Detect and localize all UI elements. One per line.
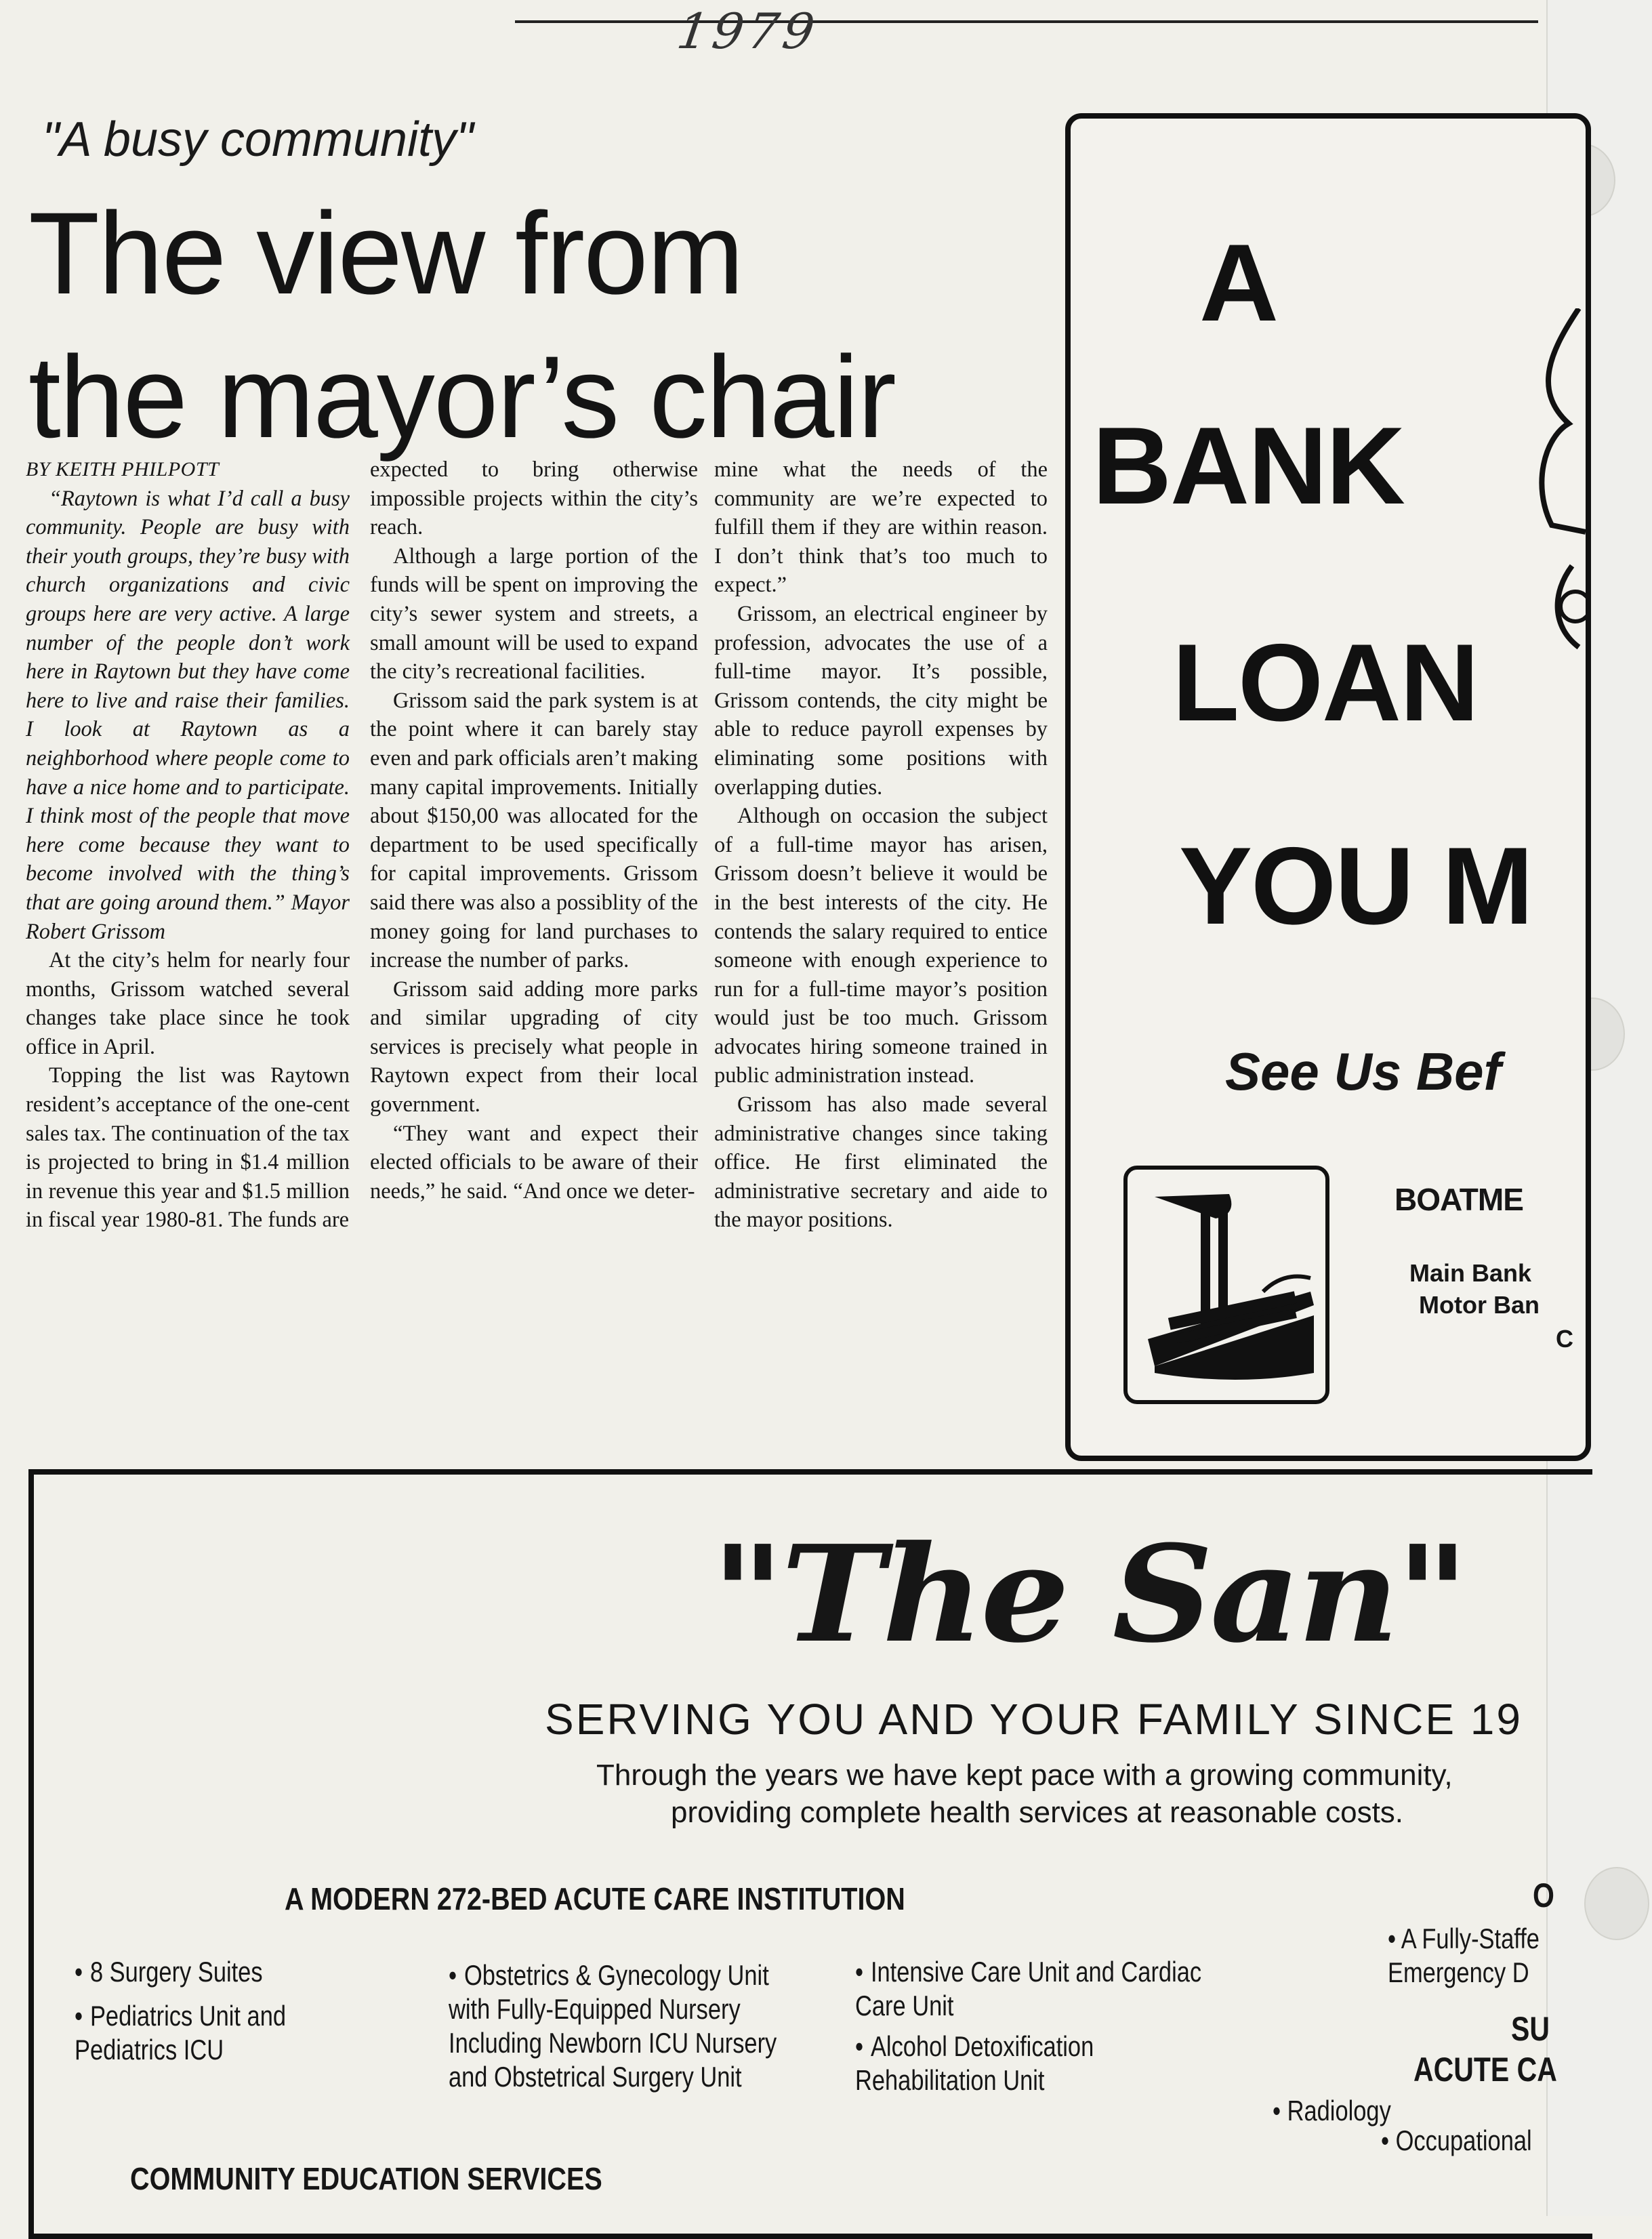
hospital-services-heading: A MODERN 272-BED ACUTE CARE INSTITUTION [285,1881,905,1916]
paragraph: Grissom, an electrical engineer by profession, advocates the use of a full-time mayor. It’s possible, Grissom contends, the city might be able to reduce payroll expenses by eliminating some positions with overlapping duties. [714,601,1048,800]
byline: BY KEITH PHILPOTT [26,458,220,480]
riverboat-icon [1128,1170,1325,1400]
handwritten-year: 1979 [674,3,823,60]
right-column-subheading: ACUTE CA [1413,2051,1557,2089]
bank-main-branch: Main Bank [1409,1259,1532,1287]
hospital-name: "The San" [711,1517,1466,1672]
paragraph: “They want and expect their elected officials to be aware of their needs,” he said. “And once we deter- [370,1121,698,1204]
bank-ad-headline-bank: BANK [1092,405,1404,527]
paragraph: Although a large portion of the funds will be spent on improving the city’s sewer system and streets, a small amount will be used to expand the city’s recreational facilities. [370,543,698,684]
article-column-3 [714,455,1048,1235]
bank-name: BOATME [1395,1182,1523,1217]
hospital-slogan: SERVING YOU AND YOUR FAMILY SINCE 19 [545,1695,1523,1744]
bullet-icon: • [1388,1923,1401,1954]
headline-line-1: The view from [28,188,743,319]
right-column-item: • Radiology [1273,2095,1391,2127]
bank-ad-headline-you: YOU M [1179,825,1533,947]
right-column-item: • A Fully-Staffe Emergency D [1388,1923,1540,1988]
community-services-heading: COMMUNITY EDUCATION SERVICES [130,2161,602,2196]
bullet-icon: • [855,1956,864,1988]
hole-punch [1584,1867,1649,1940]
paragraph: Grissom said the park system is at the point where it can barely stay even and park officials aren’t making many capital improvements. Initially about $150,00 was allocated for the department to be used specifically for capital improvements. Grissom said there was also a possiblity of the money going for land purchases to increase the number of parks. [370,688,698,973]
service-list-item: • Alcohol Detoxification Rehabilitation Unit [855,2030,1094,2096]
right-column-subheading: SU [1511,2010,1550,2048]
paragraph: Grissom said adding more parks and similar upgrading of city services is precisely what people in Raytown expect from their local government. [370,977,698,1117]
bank-ad-tagline: See Us Bef [1225,1042,1502,1101]
cartoon-figure-illustration [1504,308,1591,728]
top-rule [515,20,1538,23]
paragraph: Although on occasion the subject of a full-time mayor has arisen, Grissom doesn’t believe it would be in the best interests of the city. He contends the salary required to entice someone with enough experience to run for a full-time mayor’s position would just be too much. Grissom advocates hiring someone trained in public administration instead. [714,804,1048,1088]
article-headline [28,182,895,469]
right-column-heading: O [1533,1876,1554,1914]
service-list-item: • Obstetrics & Gynecology Unit with Fully-Equipped Nursery Including Newborn ICU Nursery and Obstetrical Surgery Unit [449,1959,777,2093]
paragraph: expected to bring otherwise impossible projects within the city’s reach. [370,457,698,540]
bank-advertisement [1065,113,1591,1461]
bank-ad-headline-a: A [1199,222,1277,344]
bank-trailing-text: C [1556,1325,1573,1353]
right-column-item: • Occupational [1381,2124,1532,2156]
paragraph: At the city’s helm for nearly four months, Grissom watched several changes take place since he took office in April. [26,948,350,1059]
bullet-icon: • [1381,2124,1396,2156]
article-column-1 [26,455,350,1235]
headline-line-2: the mayor’s chair [28,332,895,462]
bullet-icon: • [75,1956,83,1988]
paragraph: mine what the needs of the community are we’re expected to fulfill them if they are within reason. I don’t think that’s too much to expect.” [714,457,1048,598]
bullet-icon: • [449,1959,457,1991]
hospital-intro-line-1: Through the years we have kept pace with a growing community, [596,1759,1453,1792]
service-list-item: • Intensive Care Unit and Cardiac Care Unit [855,1956,1202,2021]
service-list-item: • 8 Surgery Suites [75,1956,263,1988]
bank-motor-branch: Motor Ban [1419,1291,1540,1319]
bank-ad-headline-loan: LOAN [1172,621,1478,744]
riverboat-logo [1123,1166,1329,1404]
opening-quote: “Raytown is what I’d call a busy community. People are busy with their youth groups, they’re busy with church organizations and civic groups here are very active. A large number of the people don’t work here in Raytown but they have come here to live and raise their families. I look at Raytown as a neighborhood where people come to have a nice home and to participate. I think most of the people that move here come because they want to become involved with the thing’s that are going around them.” Mayor Robert Grissom [26,486,350,944]
service-list-item: • Pediatrics Unit and Pediatrics ICU [75,2000,287,2066]
hospital-intro-line-2: providing complete health services at reasonable costs. [671,1796,1404,1829]
article-column-2 [370,455,698,1206]
bullet-icon: • [75,2000,83,2032]
bullet-icon: • [855,2030,864,2062]
paragraph: Topping the list was Raytown resident’s acceptance of the one-cent sales tax. The continuation of the tax is projected to bring in $1.4 million in revenue this year and $1.5 million in fiscal year 1980-81. The funds are [26,1063,350,1233]
paragraph: Grissom has also made several administrative changes since taking office. He first eliminated the administrative secretary and aide to the mayor positions. [714,1092,1048,1233]
article-kicker: "A busy community" [42,112,474,167]
bullet-icon: • [1273,2095,1287,2127]
